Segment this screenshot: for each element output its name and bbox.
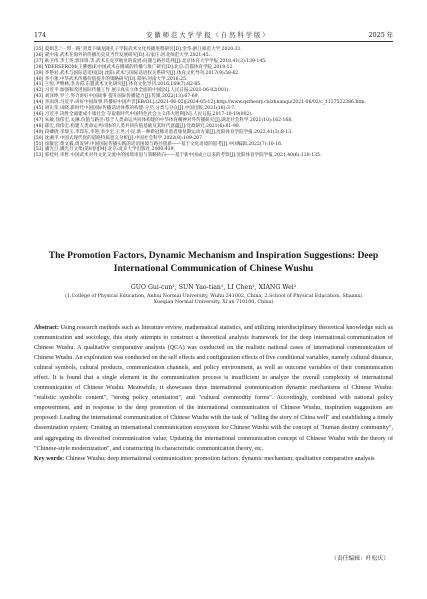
reference-item: [38] YDERSFROM(王佛德)F.中国武术在挪威的传播与推广研究[D].北京:首都体育学院,2018:12.: [34, 64, 234, 70]
reference-item: [42] 习近平.加强和改进国际传播工作 展示真实立体全面的中国[N].人民日报,2021-06-02(001).: [34, 88, 230, 94]
reference-item: [49] 段卿倩,李瑞玉,李印东,李进,李少宏,王英,小民.新一种新冠肺炎患者康复期运动方案[J].沈阳体育学院学报,2022,41(3):8-13.: [34, 129, 293, 135]
journal-name: 安 徽 师 范 大 学 学 报 （ 自 然 科 学 版 ）: [146, 32, 269, 39]
running-header: [34, 30, 393, 42]
reference-item: [46] 习近平.决胜全面建成小康社会 夺取新时代中国特色社会主义伟大胜利[N].人民日报,2017-10-19(002).: [34, 111, 253, 117]
author-list: GUO Gui-cun¹, SUN Yao-tian¹, LI Chen¹, XIANG Wei²: [130, 284, 297, 291]
reference-item: [37] 耿卫伟,李士英,郭泽锋,等.武术在克罗地亚的发展:问题与路径选择[J].北京体育大学学报,2018,41(3):139-145.: [34, 58, 267, 64]
responsible-editor: （责任编辑：叶松庆）: [331, 556, 389, 562]
reference-item: [44] 李雨玥.习近平:讲好中国故事,传播好中国声音[EB/OL].(2021-06-02)[2024-05-12].http://www.qstheory.cn/zhuanqu/2021-06/02/c_1127522386.htm.: [34, 100, 366, 106]
reference-item: [40] 李小蕾.中华武术传播价值提升的策略研究[D].郑州:河南大学,2016:25.: [34, 76, 188, 82]
paper-title: The Promotion Factors, Dynamic Mechanism and Inspiration Suggestions: Deep International Communication of Chinese Wushu: [48, 250, 379, 274]
abstract-text: Using research methods such as literature review, mathematical statistics, and utilizing interdisciplinary theoretical knowledge such as communication and sociology, this study attempts to construct a theoretical analysis framework for the deep international communication of Chinese Wushu. A qualitative comparative analysis (QCA) was conducted on the realistic national cases of international communication of Chinese Wushu. An exploration was conducted on the self effects and configuration effects of five conditional variables, namely cultural distance, cultural symbols, cultural products, communication channels, and policy environment, as well as outcome variables of their communication effect. It is found that a single element in the communication process is insufficient to analyze the overall complexity of international communication of Chinese Wushu. Meanwhile, it showcases three international communication dynamic mechanisms of Chinese Wushu: "realistic symbolic content", "strong policy orientation", and "cultural commodity forms". Accordingly, combined with national policy empowerment, and in response to the deep promotion of the international communication of Chinese Wushu, inspiration suggestions are proposed: Leading the international communication of Chinese Wushu with the task of "telling the story of China well" and establishing a timely dissemination system; Creating an international communication ecosystem for Chinese Wushu with the concept of "human destiny community", and aggregating its diversified communication value; Updating the international communication concept of Chinese Wushu with the theory of "Chinese-style modernization", and constructing its characteristic communication theory, etc.: [34, 325, 393, 452]
reference-item: [45] 胡正荣,田晓.新时代中国国际传播话语体系的构建:分层,分类与分众[J].中国出版,2021(16):3-7.: [34, 106, 236, 112]
reference-item: [36] 聂中南.武术在海外的传播历史及当代发展研究[D].石家庄:河北师范大学,2021:45.: [34, 52, 211, 58]
reference-item: [50] 沈湘平.中国式现代化的道路特质意义分析[J].中国社会科学,2022(8):109-207.: [34, 135, 204, 141]
keywords-text: Chinese Wushu; deep international communication; promotion factors; dynamic mechanism; qualitative comparative analysis: [65, 455, 375, 462]
keywords-paragraph: [34, 454, 393, 464]
reference-item: [41] 王恒,尹继林,李为茵.东盟武术文化研究[J].体育文化导刊,2016,169(7):82-85.: [34, 82, 202, 88]
reference-list: [34, 47, 393, 159]
affiliations: (1.College of Physical Education, Anhui Normal University, Wuhu 241002, China; 2.School of Physical Education, Shaanxi Xueqian Normal University, Xi'an 710100, China): [65, 294, 362, 306]
reference-item: [47] 朱敏,徐伟宏,关琳.价值与路径:基于人类命运共同体构建的中华体育精神对外传播研究[J].湖北社会科学,2021(10):162-168.: [34, 117, 293, 123]
abstract-label: Abstract:: [34, 325, 59, 331]
reference-item: [53] 郭桂村,李哲.中国武术对外文化交流中的困境审思与策略转向——基于新中国成立以来的考察[J].沈阳体育学院学报,2021,40(6):128-135.: [34, 153, 322, 159]
reference-item: [51] 徐敏宏,黄文毅,周发钟.中国国际传播实践的话语困境与路径创新——基于文化语境的思考[J].中国编辑,2022(7):10-16.: [34, 141, 283, 147]
publication-year: 2025 年: [368, 32, 393, 39]
abstract-paragraph: [34, 323, 393, 454]
keywords-label: Key words:: [34, 455, 65, 462]
reference-item: [48] 郁宏,徐伟宏.构建人类命运共同体的人类共同价值基础及其时代意蕴[J].党政研究,2021(6):81-90.: [34, 123, 241, 129]
abstract-section: [34, 323, 393, 464]
reference-item: [43] 刘泽坤,罗兰.努力讲好中国故事 提升国际传播能力[J].传媒,2022(13):67-69.: [34, 94, 199, 100]
reference-item: [39] 李艳君.武术与国际话语权[D].沈阳:武术与国际话语权关系研究[J].体育文化导刊,2017(9):58-62.: [34, 70, 240, 76]
page-number: 174: [34, 32, 47, 39]
reference-item: [35] 夏娟艺.“一带一路”背景下嘀龙隆孔子学院武术文化传播进程研究[D].金华:浙江师范大学,2020:31.: [34, 47, 242, 52]
reference-item: [52] 潘光旦.潘光旦文集(第8卷)[M].北京:北京大学出版社,2000:439.: [34, 147, 175, 153]
english-title-block: [34, 250, 393, 307]
